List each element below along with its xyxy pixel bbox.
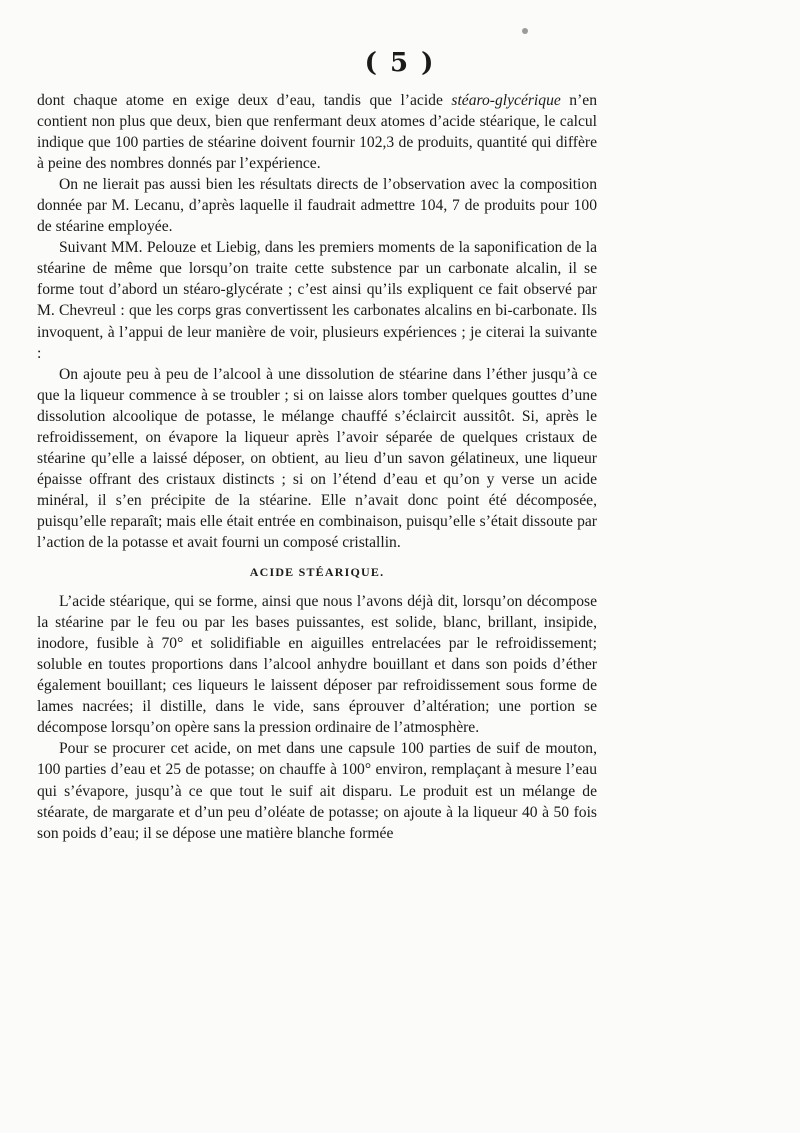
paragraph: On ajoute peu à peu de l’alcool à une dissolution de stéarine dans l’éther jusqu’à ce que la liqueur commence à se troubler ; si on laisse alors tomber quelques gouttes d’une dissolution alcoolique de potasse, le mélange chauffé s’éclaircit aussitôt. Si, après le refroidissement, on évapore la liqueur après l’avoir séparée de quelques cristaux de stéarine qu’elle a laissé déposer, on obtient, au lieu d’un savon gélatineux, une liqueur épaisse offrant des cristaux distincts ; si on l’étend d’eau et qu’on y verse un acide minéral, il s’en précipite de la stéarine. Elle n’avait donc point été décomposée, puisqu’elle reparaît; mais elle était entrée en combinaison, puisqu’elle s’était dissoute par l’action de la potasse et avait fourni un composé cristallin.	[37, 365, 597, 551]
paragraph-continuation	[37, 90, 597, 174]
paragraph-text: dont chaque atome en exige deux d’eau, tandis que l’acide	[37, 92, 452, 109]
italic-term: stéaro-glycérique	[451, 92, 561, 109]
paragraph: L’acide stéarique, qui se forme, ainsi que nous l’avons déjà dit, lorsqu’on décompose la stéarine par le feu ou par les bases puissantes, est solide, blanc, brillant, insipide, inodore, fusible à 70° et solidifiable en aiguilles entrelacées par le refroidissement; soluble en toutes proportions dans l’alcool anhydre bouillant et dans son poids d’éther également bouillant; ces liqueurs le laissent déposer par refroidissement sous forme de lames nacrées; il distille, dans le vide, sans éprouver d’altération; une portion se décompose lorsqu’on opère sans la pression ordinaire de l’atmosphère.	[37, 593, 597, 737]
ink-spot	[522, 28, 528, 34]
body-text	[37, 90, 597, 844]
paragraph: On ne lierait pas aussi bien les résultats directs de l’observation avec la composition donnée par M. Lecanu, d’après laquelle il faudrait admettre 104, 7 de produits pour 100 de stéarine employée.	[37, 176, 597, 236]
section-heading: ACIDE STÉARIQUE.	[249, 565, 385, 580]
paragraph: Pour se procurer cet acide, on met dans une capsule 100 parties de suif de mouton, 100 parties d’eau et 25 de potasse; on chauffe à 100° environ, remplaçant à mesure l’eau qui s’évapore, jusqu’à ce que tout le suif ait disparu. Le produit est un mélange de stéarate, de margarate et d’un peu d’oléate de potasse; on ajoute à la liqueur 40 à 50 fois son poids d’eau; il se dépose une matière blanche formée	[37, 740, 597, 842]
page-number: ( 5 )	[364, 48, 436, 78]
paragraph-text: n’en contient non plus que deux, bien que renfermant deux atomes d’acide stéarique, le calcul indique que 100 parties de stéarine doivent fournir 102,3 de produits, quantité qui diffère à peine des nombres donnés par l’expérience.	[37, 92, 597, 173]
paragraph: Suivant MM. Pelouze et Liebig, dans les premiers moments de la saponification de la stéarine de même que lorsqu’on traite cette substence par un carbonate alcalin, il se forme tout d’abord un stéaro-glycérate ; c’est ainsi qu’ils expliquent ce fait observé par M. Chevreul : que les corps gras convertissent les carbonates alcalins en bi-carbonate. Ils invoquent, à l’appui de leur manière de voir, plusieurs expériences ; je citerai la suivante :	[37, 239, 597, 362]
